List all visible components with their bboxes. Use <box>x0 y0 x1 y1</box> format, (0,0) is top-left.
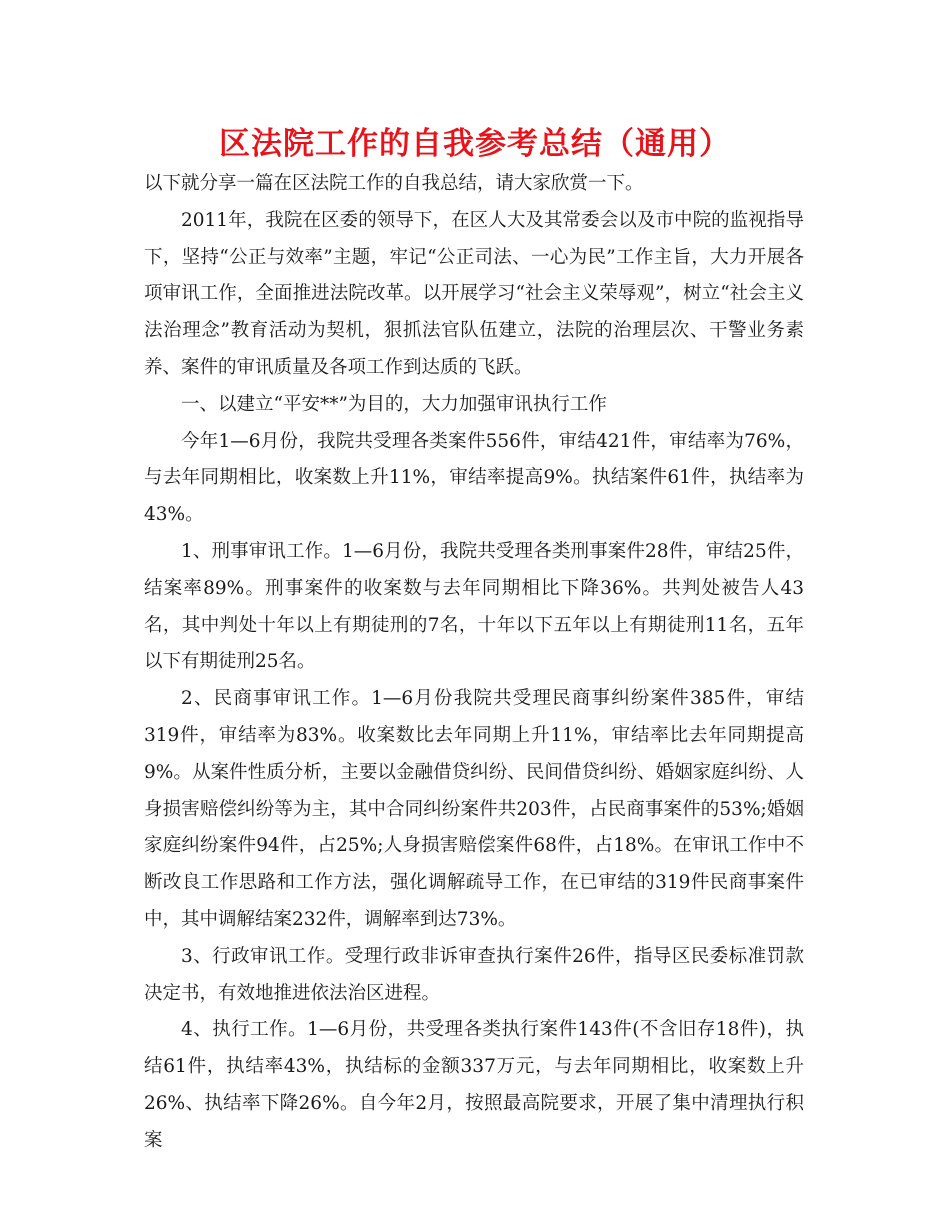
body-paragraph: 一、以建立“平安**”为目的，大力加强审讯执行工作 <box>181 393 607 415</box>
body-paragraph: 2011年，我院在区委的领导下，在区人大及其常委会以及市中院的监视指导下，坚持“公正与效率”主题，牢记“公正司法、一心为民”工作主旨，大力开展各项审讯工作，全面推进法院改革。以开展学习“社会主义荣辱观”，树立“社会主义法治理念”教育活动为契机，狠抓法官队伍建立，法院的治理层次、干警业务素养、案件的审讯质量及各项工作到达质的飞跃。 <box>144 209 804 378</box>
body-paragraph: 4、执行工作。1—6月份，共受理各类执行案件143件(不含旧存18件)，执结61件，执结率43%，执结标的金额337万元，与去年同期相比，收案数上升26%、执结率下降26%。自今年2月，按照最高院要求，开展了集中清理执行积案 <box>144 1019 804 1151</box>
document-body <box>144 166 804 1160</box>
body-paragraph: 今年1—6月份，我院共受理各类案件556件，审结421件，审结率为76%，与去年同期相比，收案数上升11%，审结率提高9%。执结案件61件，执结率为43%。 <box>144 430 804 526</box>
body-paragraph: 1、刑事审讯工作。1—6月份，我院共受理各类刑事案件28件，审结25件，结案率89%。刑事案件的收案数与去年同期相比下降36%。共判处被告人43名，其中判处十年以上有期徒刑的7名，十年以下五年以上有期徒刑11名，五年以下有期徒刑25名。 <box>144 540 804 673</box>
document-title: 区法院工作的自我参考总结（通用） <box>219 126 731 162</box>
body-paragraph: 3、行政审讯工作。受理行政非诉审查执行案件26件，指导区民委标准罚款决定书，有效地推进依法治区进程。 <box>144 945 804 1004</box>
body-paragraph: 以下就分享一篇在区法院工作的自我总结，请大家欣赏一下。 <box>144 173 644 194</box>
body-paragraph: 2、民商事审讯工作。1—6月份我院共受理民商事纠纷案件385件，审结319件，审结率为83%。收案数比去年同期上升11%，审结率比去年同期提高9%。从案件性质分析，主要以金融借贷纠纷、民间借贷纠纷、婚姻家庭纠纷、人身损害赔偿纠纷等为主，其中合同纠纷案件共203件，占民商事案件的53%;婚姻家庭纠纷案件94件，占25%;人身损害赔偿案件68件，占18%。在审讯工作中不断改良工作思路和工作方法，强化调解疏导工作，在已审结的319件民商事案件中，其中调解结案232件，调解率到达73%。 <box>144 688 804 930</box>
